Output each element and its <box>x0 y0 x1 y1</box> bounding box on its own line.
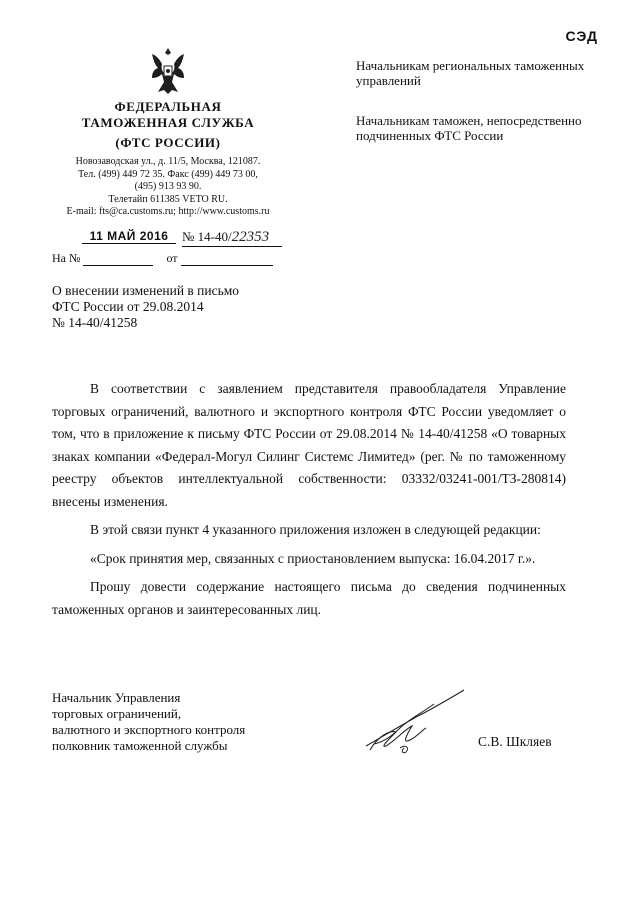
agency-name-block <box>60 99 276 151</box>
phone-line-2: (495) 913 93 90. <box>134 181 202 192</box>
signatory-title <box>52 690 302 754</box>
reference-row <box>52 251 284 266</box>
signatory-title-line: Начальник Управления <box>52 690 181 705</box>
reference-number-blank <box>83 253 153 266</box>
address-line: Новозаводская ул., д. 11/5, Москва, 121087. <box>75 156 261 167</box>
teletype-line: Телетайп 611385 VETO RU. <box>108 193 228 205</box>
handwritten-signature <box>360 686 470 758</box>
letter-body <box>52 378 566 621</box>
reference-from-label: от <box>166 251 178 265</box>
body-paragraph-2: В этой связи пункт 4 указанного приложения изложен в следующей редакции: <box>90 522 541 537</box>
agency-contacts <box>52 156 284 219</box>
registration-number-prefix: № 14-40/ <box>182 229 232 244</box>
registration-row <box>52 229 284 247</box>
agency-name-line2: ТАМОЖЕННАЯ СЛУЖБА <box>81 115 255 130</box>
signatory-title-line: торговых ограничений, <box>52 706 182 721</box>
subject-line: ФТС России от 29.08.2014 <box>52 299 204 314</box>
reference-label: На № <box>52 251 81 265</box>
email-line: E-mail: fts@ca.customs.ru; http://www.customs.ru <box>66 206 270 217</box>
addressee-regional: Начальникам региональных таможенных управлений <box>356 58 585 88</box>
registration-number-handwritten: 22353 <box>231 229 270 245</box>
signatory-title-line: валютного и экспортного контроля <box>52 722 246 737</box>
subject-line: № 14-40/41258 <box>52 315 138 330</box>
signatory-title-line: полковник таможенной службы <box>52 738 228 753</box>
addressee-customs: Начальникам таможен, непосредственно подчиненных ФТС России <box>356 113 582 143</box>
registration-date: 11 МАЙ 2016 <box>82 229 176 244</box>
letter-subject <box>52 283 312 331</box>
document-stamp: СЭД <box>565 28 598 44</box>
phone-line: Тел. (499) 449 72 35. Факс (499) 449 73 00, <box>78 168 258 180</box>
body-paragraph-quote: «Срок принятия мер, связанных с приостановлением выпуска: 16.04.2017 г.». <box>90 550 536 566</box>
agency-name-line1: ФЕДЕРАЛЬНАЯ <box>114 99 222 114</box>
subject-line: О внесении изменений в письмо <box>52 283 240 298</box>
body-paragraph-4: Прошу довести содержание настоящего письма до сведения подчиненных таможенных органов и заинтересованных лиц. <box>52 579 566 617</box>
agency-abbreviation: (ФТС РОССИИ) <box>115 135 221 150</box>
reference-date-blank <box>181 253 273 266</box>
body-paragraph-1: В соответствии с заявлением представителя правообладателя Управление торговых ограничений, валютного и экспортного контроля ФТС России уведомляет о том, что в приложение к письму ФТС России от 29.08.2014 № 14-40/41258 «О товарных знаках компании «Федерал-Могул Силинг Системс Лимитед» (рег. № по таможенному реестру объектов интеллектуальной собственности: 03332/03241-001/ТЗ-280814) внесены изменения. <box>52 381 566 509</box>
coat-of-arms-icon <box>146 46 190 96</box>
registration-number <box>182 229 282 247</box>
signatory-name: С.В. Шкляев <box>478 734 552 749</box>
